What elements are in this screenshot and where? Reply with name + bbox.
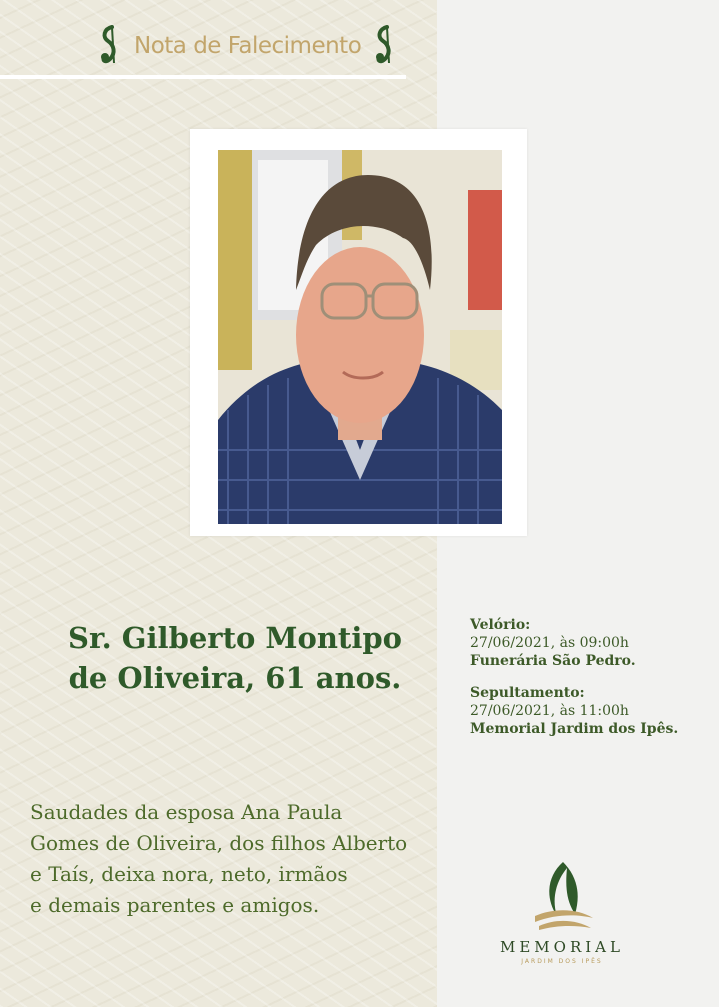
- brand-logo: [500, 858, 624, 965]
- condolence-message: [30, 797, 430, 921]
- burial-title: Sepultamento:: [470, 685, 585, 701]
- wake-place: Funerária São Pedro.: [470, 653, 636, 669]
- page-title: Nota de Falecimento: [134, 33, 362, 59]
- header: [96, 22, 441, 70]
- name-line-2: de Oliveira, 61 anos.: [68, 661, 402, 695]
- brand-subtitle: JARDIM DOS IPÊS: [521, 958, 603, 965]
- deceased-name: [40, 618, 430, 698]
- burial-place: Memorial Jardim dos Ipês.: [470, 721, 679, 737]
- burial-info: [470, 684, 710, 738]
- funeral-details: [470, 616, 710, 752]
- flame-leaf-logo-icon: [527, 858, 597, 934]
- name-line-1: Sr. Gilberto Montipo: [68, 621, 402, 655]
- wake-info: [470, 616, 710, 670]
- portrait-photo: [218, 150, 502, 524]
- burial-datetime: 27/06/2021, às 11:00h: [470, 703, 629, 719]
- wake-datetime: 27/06/2021, às 09:00h: [470, 635, 629, 651]
- message-line-3: e Taís, deixa nora, neto, irmãos: [30, 862, 348, 886]
- message-line-2: Gomes de Oliveira, dos filhos Alberto: [30, 831, 408, 855]
- wake-title: Velório:: [470, 617, 531, 633]
- header-divider: [0, 75, 406, 79]
- treble-ornament-icon: [371, 23, 399, 69]
- treble-ornament-icon: [96, 23, 124, 69]
- message-line-4: e demais parentes e amigos.: [30, 893, 320, 917]
- message-line-1: Saudades da esposa Ana Paula: [30, 800, 343, 824]
- brand-name: MEMORIAL: [500, 938, 624, 956]
